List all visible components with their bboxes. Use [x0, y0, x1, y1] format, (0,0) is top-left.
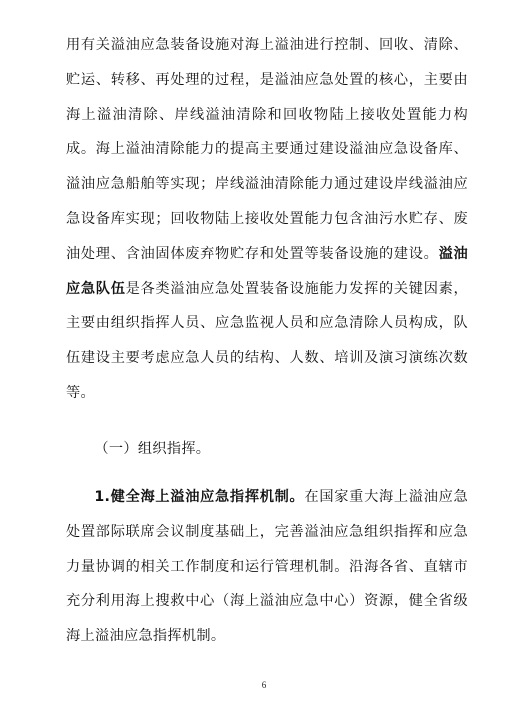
page-number: 6 [261, 680, 267, 690]
numbered-heading-command-mechanism: 1.健全海上溢油应急指挥机制。 [94, 489, 305, 505]
paragraph-text-command-mechanism: 在国家重大海上溢油应急处置部际联席会议制度基础上，完善溢油应急组织指挥和应急力量协调的相关工作制度和运行管理机制。沿海各省、直辖市充分利用海上搜救中心（海上溢油应急中心）资源，健全省级海上溢油应急指挥机制。 [66, 489, 468, 645]
paragraph-text-part-2: 是各类溢油应急处置装备设施能力发挥的关键因素，主要由组织指挥人员、应急监视人员和应急清除人员构成，队伍建设主要考虑应急人员的结构、人数、培训及演习演练次数等。 [66, 280, 469, 401]
paragraph-text-part-1: 用有关溢油应急装备设施对海上溢油进行控制、回收、清除、贮运、转移、再处理的过程，是溢油应急处置的核心，主要由海上溢油清除、岸线溢油清除和回收物陆上接收处置能力构成。海上溢油清除能力的提高主要通过建设溢油应急设备库、溢油应急船舶等实现；岸线溢油清除能力通过建设岸线溢油应急设备库实现；回收物陆上接收处置能力包含油污水贮存、废油处理、含油固体废弃物贮存和处置等装备设施的建设。 [66, 37, 468, 262]
paragraph-command-mechanism [66, 480, 468, 654]
bold-term-response-team: 溢油应急队伍 [66, 245, 468, 297]
section-heading-organization-command: （一）组织指挥。 [94, 441, 211, 457]
paragraph-oil-spill-response-capability [66, 28, 468, 411]
